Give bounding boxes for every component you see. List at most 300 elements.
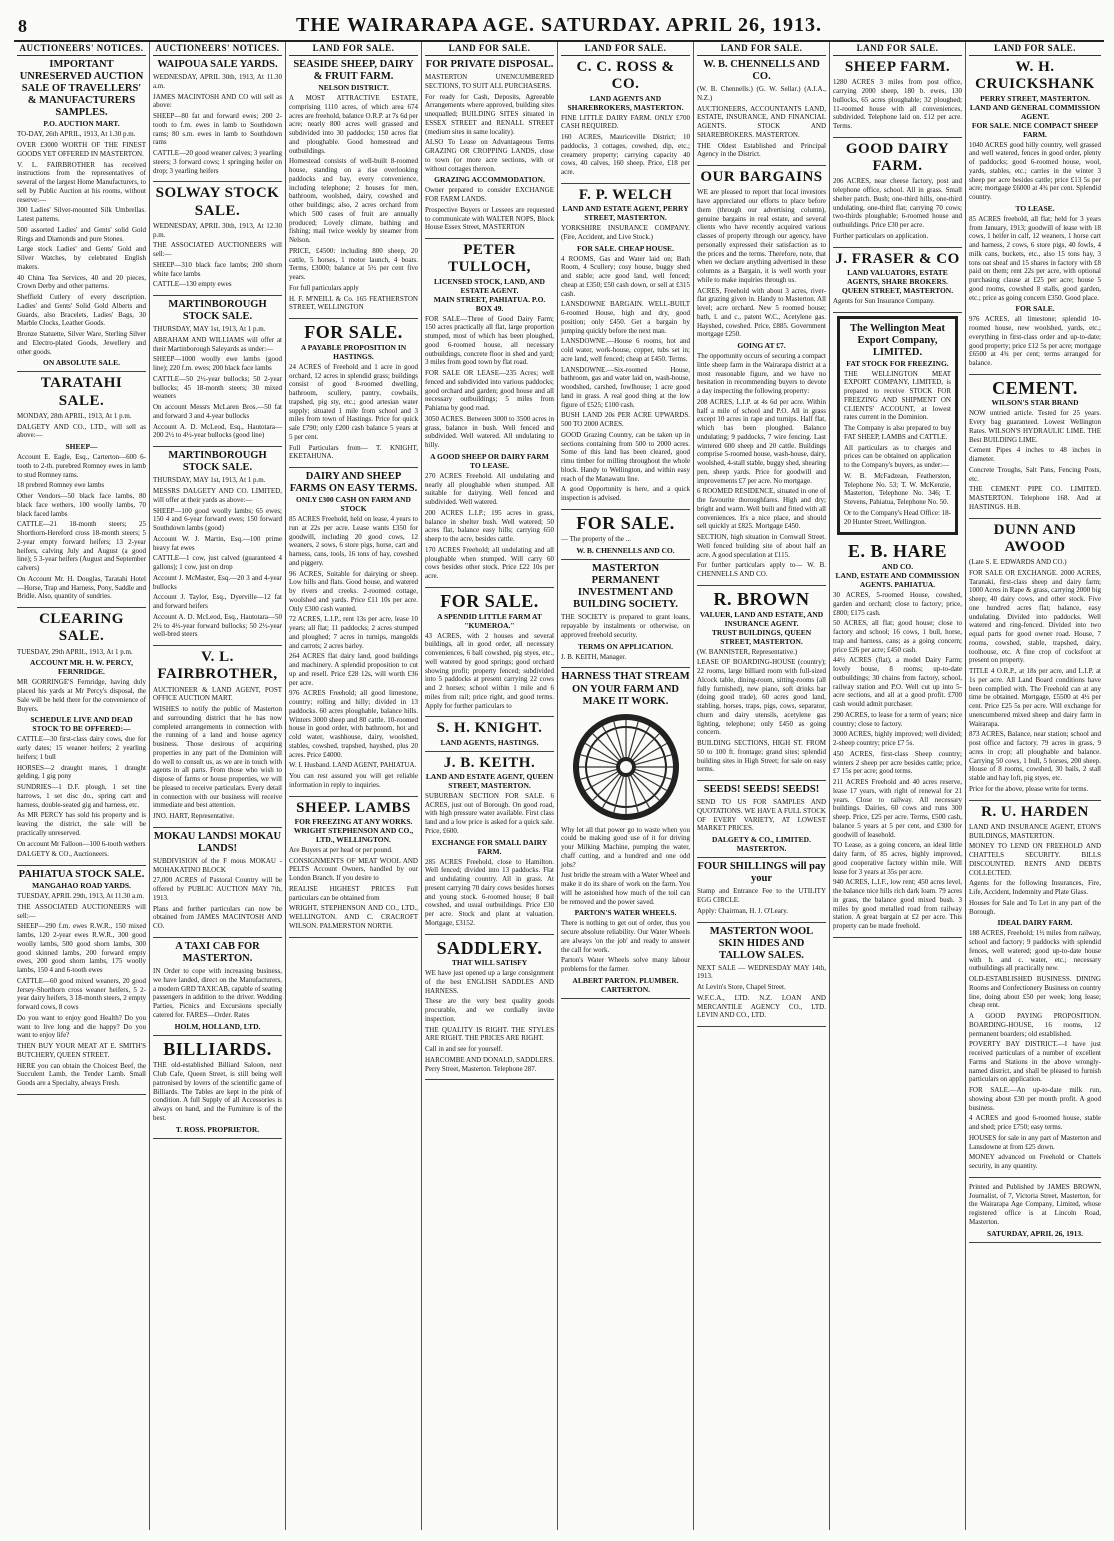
advertisement-text: POVERTY BAY DISTRICT.—I have just received particulars of a number of excellent Farms and Stations in the above wrongly-named district, and shall be pleased to furnish particulars on application. [969, 1040, 1101, 1084]
advertisement-title: SEASIDE SHEEP, DAIRY & FRUIT FARM. [293, 59, 414, 83]
advertisement-text: SUBURBAN SECTION FOR SALE. 6 ACRES, just out of Borough. On good road, with high pressure water available. First class land and a low price is asked for a quick sale. Price, £600. [425, 791, 554, 835]
advertisement-text: A GOOD PAYING PROPOSITION. BOARDING-HOUSE, 16 rooms, 12 permanent boarders; old established. [969, 1012, 1101, 1038]
column-2 [150, 42, 286, 1530]
advertisement-text: Call in and see for yourself. [425, 1045, 503, 1054]
advertisement-title: S. H. KNIGHT. [436, 720, 543, 737]
advertisement-subheading: LAND AND ESTATE AGENT, QUEEN STREET, MASTERTON. [425, 771, 554, 790]
advertisement-text: NEXT SALE — WEDNESDAY MAY 14th, 1913. [697, 963, 826, 981]
newspaper-columns [14, 42, 1104, 1530]
advertisement [289, 56, 418, 319]
advertisement-subheading: ON ABSOLUTE SALE. [43, 358, 120, 368]
advertisement-text: H. F. M'NEILL & Co. 165 FEATHERSTON STREET, WELLINGTON [289, 294, 418, 312]
advertisement-title: F. P. WELCH [578, 186, 673, 203]
advertisement-text: 27,000 ACRES of Pastoral Country will be offered by PUBLIC AUCTION MAY 7th, 1913. [153, 876, 282, 902]
column-4 [422, 42, 558, 1530]
advertisement [833, 538, 962, 937]
advertisement-text: CATTLE—1 cow, just calved (guaranteed 4 gallons); 1 cow, just on drop [153, 554, 282, 572]
advertisement-text: Agents for Sun Insurance Company. [833, 296, 935, 305]
advertisement-text: FOR SALE OR LEASE—235 Acres; well fenced and subdivided into various paddocks; good orchard and garden; good house and all necessary outbuildings; 5 miles from Pahiatua by good road. [425, 369, 554, 413]
advertisement-text: SHEEP—80 fat and forward ewes; 200 2-tooth to f.m. ewes in lamb to Southdown rams; 80 s.m. ewes in lamb to Southdown rams [153, 112, 282, 147]
advertisement-text: For further particulars apply to— W. B. CHENNELLS AND CO. [697, 561, 826, 579]
advertisement-subheading: LAND AND ESTATE AGENT, PERRY STREET, MASTERTON. [562, 204, 689, 222]
advertisement-text: 270 ACRES Freehold. All undulating and nearly all ploughable when stumped. All suitable for dairying. Well fenced and subdivided. Well watered. [425, 471, 554, 507]
advertisement [153, 182, 282, 296]
advertisement-text: WEDNESDAY, APRIL 30th, 1913, At 11.30 a.m. [153, 73, 282, 90]
advertisement-text: At Levin's Store, Chapel Street. [697, 983, 786, 992]
advertisement-subheading: TERMS ON APPLICATION. [577, 641, 674, 651]
advertisement-text: SHEEP—1000 woolly ewe lambs (good line); 220 f.m. ewes; 200 black face lambs [153, 355, 282, 373]
advertisement [837, 316, 958, 536]
advertisement-title: FOR SALE. [576, 512, 675, 533]
advertisement-text: 873 ACRES, Balance, near station; school and post office and factory. 79 acres in grass, 9 acres in crop; all ploughable and balance. Carrying 50 cows, 1 bull, 5 horses, 200 sheep. House of 8 rooms, cowshed, 30 bails, 2 stall stable and hay loft, pig styes, etc. [969, 730, 1101, 783]
advertisement-text: 40 China Tea Services, 40 and 20 pieces, Crown Derby and other patterns. [17, 273, 146, 291]
advertisement-text: Account J. McMaster, Esq.—20 3 and 4-year bullocks [153, 573, 282, 591]
advertisement-text: V. L. FAIRBROTHER has received instructions from the representatives of several of the largest Home Manufacturers, to sell by Public Auction at his rooms, without reserve:— [17, 160, 146, 204]
advertisement-text: J. B. KEITH, Manager. [561, 652, 627, 661]
advertisement-text: (Late S. E. EDWARDS AND CO.) [969, 558, 1067, 567]
advertisement-text: Other Vendors—50 black face lambs, 80 black face wethers, 100 woolly lambs, 70 black faced lambs [17, 492, 146, 518]
advertisement-text: 1040 ACRES good hilly country, well grassed and well watered, fences in good order, plenty of paddocks; good 6-roomed house, wool, yards, stables, etc.; carries in the winter 3 sheep per acre besides cattle; price £13 5s per acre; mortgage £6000 at 4¾ per cent. Splendid country. [969, 140, 1101, 201]
advertisement-subheading: VALUER, LAND AND ESTATE, AND INSURANCE AGENT. [699, 609, 824, 628]
advertisement-text: 290 ACRES, to lease for a term of years; nice country; close to factory. [833, 710, 962, 728]
advertisement-text: 4 ACRES and good 6-roomed house, stable and shed; price £750; easy terms. [969, 1114, 1101, 1132]
advertisement-text: Bronze Statuette, Silver Ware, Sterling Silver and Electro-plated Goods, Jewellery and other goods. [17, 330, 146, 356]
advertisement-text: THE Oldest Established and Principal Agency in the District. [697, 141, 826, 159]
advertisement-text: THURSDAY, MAY 1st, 1913, At 1 p.m. [153, 476, 266, 485]
advertisement-text: On account Mr Falloon—100 6-tooth wethers [17, 839, 146, 848]
advertisement-text: HARCOMBE AND DONALD, SADDLERS. Perry Street, Masterton. Telephone 287. [425, 1055, 554, 1073]
advertisement-text: Apply: Chairman, H. J. O'Leary. [697, 906, 789, 915]
advertisement-text: Prospective Buyers or Lessees are requested to communicate with WALTER NOPS, Block House Essex Street, MASTERTON [425, 205, 554, 232]
advertisement [425, 752, 554, 935]
advertisement-text: FOR SALE.—An up-to-date milk run, showing about £30 per month profit. A good business. [969, 1086, 1101, 1112]
advertisement-subheading: AND CO. [881, 562, 914, 572]
advertisement [153, 938, 282, 1036]
advertisement-title: FOR SALE. [304, 322, 403, 343]
advertisement-text: CATTLE—50 2½-year bullocks; 50 2-year bullocks; 45 18-month steers; 30 mixed weaners [153, 374, 282, 401]
advertisement-title: WAIPOUA SALE YARDS. [157, 59, 278, 70]
column-heading: AUCTIONEERS' NOTICES. [153, 42, 282, 56]
advertisement-text: DALGETY & CO., Auctioneers. [17, 850, 109, 859]
advertisement-text: Plans and further particulars can now be obtained from JAMES MACINTOSH AND CO. [153, 904, 282, 931]
advertisement-title: SHEEP FARM. [844, 59, 951, 75]
advertisement-text: (W. B. Chennells.) (G. W. Sellar.) (A.I.A., N.Z.) [697, 85, 826, 102]
advertisement [561, 510, 690, 560]
advertisement-text: The opportunity occurs of securing a compact little sheep farm in the Wairarapa district at a most reasonable figure, and we have no hesitation in recommending buyers to devote a day inspecting the following property: [697, 352, 826, 396]
advertisement-text: All particulars as to charges and prices can be obtained on application to the Company's buyers, as under:— [844, 443, 951, 470]
advertisement [17, 372, 146, 608]
advertisement-text: BUILDING SECTIONS, HIGH ST. FROM 50 to 100 ft. frontage; grand sites; splendid building sites in High Street; for sale on easy terms. [697, 739, 826, 774]
advertisement-text: THURSDAY, MAY 1st, 1913, At 1 p.m. [153, 325, 266, 334]
advertisement-title: OUR BARGAINS [700, 169, 823, 186]
advertisement-text: 24 ACRES of Freehold and 1 acre in good orchard, 12 acres in splendid grass; buildings consist of good 8-roomed dwelling, bathroom, scullery, pantry, cowbails, trapshed, pig sty, etc.; good artesian water supply; situated 1 mile from school and 3 miles from town of Hastings. Price for quick sale £790; only £200 cash balance 5 years at 5 per cent. [289, 362, 418, 441]
advertisement-title: FOR PRIVATE DISPOSAL. [425, 59, 554, 70]
advertisement-text: 264 ACRES flat dairy land, good buildings and machinery. A splendid proposition to cut up and resell. Price £28 12s, will worth £36 per acre. [289, 652, 418, 687]
advertisement-text: 3000 ACRES, highly improved; well divided; 2-sheep country; price £7 5s. [833, 730, 962, 748]
advertisement [697, 166, 826, 586]
advertisement-text: SEND TO US FOR SAMPLES AND QUOTATIONS. WE HAVE A FULL STOCK OF EVERY VARIETY, AT LOWEST MARKET PRICES. [697, 798, 826, 833]
advertisement-text: THE SOCIETY is prepared to grant loans, repayable by instalments or otherwise, on approved freehold security. [561, 613, 690, 639]
advertisement-text: PRICE, £4500: including 800 sheep, 20 cattle, 5 horses, 1 motor launch, 4 boats. Terms, £3000; balance at 5½ per cent five years. [289, 246, 418, 282]
advertisement-text: Account W. J. Martin, Esq.—100 prime heavy fat ewes [153, 534, 282, 552]
advertisement-text: 3050 ACRES. Between 3000 to 3500 acres in grass, balance in bush. Well fenced and subdivided. Well watered. All undulating to hilly. [425, 414, 554, 450]
advertisement-subheading: PARTON'S WATER WHEELS. [574, 908, 677, 918]
advertisement-text: Concrete Troughs, Salt Pans, Fencing Posts, etc. [969, 465, 1101, 483]
advertisement-text: WE are pleased to report that local investors have appreciated our efforts to place before them (through our advertising column), genuine bargains in real estate, and several clients who have recently acquired various classes of property through our agency, have personally expressed their satisfaction as to the prices and the terms. Therefore, note, that when we declare anything advertised in these columns as a Bargain, it is well worth your while to make inquiries through us. [697, 188, 826, 284]
advertisement [561, 184, 690, 510]
advertisement-text: A good Opportunity is here, and a quick inspection is advised. [561, 485, 690, 502]
advertisement-text: 211 ACRES Freehold and 40 acres reserve, lease 17 years, with right of renewal for 21 years. Close to railway. All necessary buildings. Dairies, 60 cows and runs 300 sheep. Price, £25 per acre. Terms, £500 cash, balance 5 years at 5 per cent, and £300 for goodwill of leasehold. [833, 778, 962, 839]
advertisement-text: THE old-established Billiard Saloon, next Club Cafe, Queen Street, is still being well patronised by lovers of the scientific game of Billiards. The Tables are kept in the pink of condition. A full Supply of all Accessories is always on hand, and the Furniture is of the best. [153, 1061, 282, 1122]
advertisement-text: — The property of the ... [561, 535, 631, 544]
advertisement-subheading: QUEEN STREET, MASTERTON. [841, 285, 954, 295]
advertisement-subheading: A GOOD SHEEP OR DAIRY FARM TO LEASE. [430, 451, 549, 470]
advertisement-text: HORSES—2 draught mares, 1 draught gelding, 1 gig pony [17, 763, 146, 781]
column-1 [14, 42, 150, 1530]
advertisement-text: SUNDRIES—1 D.F. plough, 1 set tine harrows, 1 set disc do., spring cart and harness, double-seated gig and harness, etc. [17, 783, 146, 809]
advertisement-text: 6 ROOMED RESIDENCE, situated in one of the favourite thoroughfares. High and dry; bright and warm. Well built and fitted with all conveniences. It's a nice place, and should sell quickly at £825. Mortgage £450. [697, 487, 826, 531]
advertisement-text: 450 ACRES, first-class Sheep country; winters 2 sheep per acre besides cattle; price, £7 15s per acre; good terms. [833, 749, 962, 776]
advertisement-text: HOUSES for sale in any part of Masterton and Lansdowne at from £25 down. [969, 1133, 1101, 1151]
advertisement-title: PETER TULLOCH, [448, 242, 531, 276]
advertisement-text: SHEEP—100 good woolly lambs; 65 ewes; 150 4 and 6-year forward ewes; 150 forward Southdown lambs (good) [153, 506, 282, 533]
advertisement-text: 940 ACRES, L.I.F., low rent; 450 acres level, the balance nice hills rich dark loam. 79 acres in grass, the balance good mixed bush. 3 miles by good metalled road from railway station. A great bargain at £2 per acre. This property can be made freehold. [833, 878, 962, 931]
advertisement-text: 18 prebred Romney ewe lambs [17, 481, 105, 490]
newspaper-title: THE WAIRARAPA AGE. SATURDAY. APRIL 26, 1913. [296, 14, 822, 36]
advertisement-text: TO Lease, as a going concern, an ideal little dairy farm, of 85 acres, highly improved, good cooperative factory within mile. Will lease for 3 years at 35s per acre. [833, 841, 962, 876]
advertisement-text: 500 assorted Ladies' and Gents' solid Gold Rings and Diamonds and pure Stones. [17, 225, 146, 243]
advertisement-text: FINE LITTLE DAIRY FARM. ONLY £700 CASH REQUIRED. [561, 113, 690, 131]
advertisement-text: 85 ACRES freehold, all flat; held for 3 years from January, 1913; goodwill of lease with 18 cows, 1 heifer in calf, 12 weaners, 1 horse cart and harness, 2 cows, 6 store pigs, 40 fowls, 4 milk cans, buckets, etc., also 15 tons hay, 3 tons oat sheaf and 15 shares in factory with £8 paid on them; rent 22s per acre, with optional purchasing clause at £25 per acre; house 5 good rooms, cowshed 8 stalls, good garden, etc.; price as going concern £350. Good place. [969, 214, 1101, 302]
advertisement [17, 56, 146, 372]
advertisement [697, 56, 826, 166]
advertisement-text: TUESDAY, 29th APRIL, 1913, At 1 p.m. [17, 647, 133, 656]
advertisement-text: BUSH LAND 20s PER ACRE UPWARDS. 500 TO 2000 ACRES. [561, 411, 690, 428]
advertisement-text: 50 ACRES, all flat; good house; close to factory and school; 16 cows, 1 bull, horse, trap and harness, cans; as a going concern; price £26 per acre; £450 cash. [833, 619, 962, 654]
advertisement-text: LANSDOWNE BARGAIN. WELL-BUILT 6-roomed House, high and dry, good position; only £450. Get a bargain by jumping quickly before the next man. [561, 300, 690, 335]
advertisement [289, 468, 418, 797]
advertisement-text: 30 ACRES, 5-roomed House, cowshed, garden and orchard; close to factory; price, £800; £175 cash. [833, 591, 962, 617]
advertisement-text: MESSRS DALGETY AND CO. LIMITED, will offer at their yards as above:— [153, 487, 282, 504]
masthead [14, 14, 1104, 42]
advertisement-title: MARTINBOROUGH STOCK SALE. [168, 299, 267, 323]
advertisement-subheading: WRIGHT STEPHENSON AND CO., LTD., WELLINGTON. [293, 825, 414, 844]
advertisement-text: Or to the Company's Head Office: 18-20 Hunter Street, Wellington. [844, 508, 951, 526]
advertisement-subheading: PERRY STREET, MASTERTON. [980, 93, 1090, 103]
advertisement [969, 56, 1101, 375]
advertisement [425, 239, 554, 588]
column-8 [966, 42, 1104, 1530]
advertisement-text: 72 ACRES, L.I.P., rent 13s per acre, lease 10 years; all flat; 11 paddocks; 2 acres stumped and ploughed; 7 acres in turnips, mangolds and carrots; 2 acres barley. [289, 615, 418, 650]
advertisement-title: W. H. CRUICKSHANK [975, 59, 1095, 93]
advertisement-text: Homestead consists of well-built 8-roomed house, standing on a rise overlooking paddocks and bay, every convenience, including telephone; 2 houses for men, bathroom, woolshed, dairy, cowshed and other buildings; also, 2 acres orchard from which 500 cases of fruit are annually produced; Lovely climate, bathing and fishing; mail twice weekly by steamer from Nelson. [289, 157, 418, 245]
advertisement [17, 608, 146, 866]
advertisement-subheading: TO LEASE. [1015, 203, 1055, 213]
advertisement [833, 248, 962, 313]
advertisement-text: Account A. D. McLeod, Esq., Hautotara—50 2½ to 4½-year forward bullocks; 50 2½-year well-bred steers [153, 612, 282, 639]
advertisement-subheading: LICENSED STOCK, LAND, AND ESTATE AGENT. [434, 276, 545, 295]
advertisement-text: FOR SALE OR EXCHANGE. 2000 ACRES, Taranaki, first-class sheep and dairy farm; 1000 Acres in Rape & grass, carrying 2000 big sheep; 40 dairy cows, and other stock. Five one hundred acres flat; balance, easy undulating. Divided into paddocks. Well watered and ring-fenced. Divided into two equal parts for good owner road. House, 7 rooms, cowshed, stable, trapshed, dairy, toolhouse, etc. A fine crop of cocksfoot at present on property. [969, 568, 1101, 665]
advertisement-subheading: T. ROSS. PROPRIETOR. [175, 1124, 260, 1134]
advertisement-subheading: W. B. CHENNELLS AND CO. [576, 546, 675, 556]
advertisement [697, 923, 826, 1028]
advertisement-title: A TAXI CAB FOR MASTERTON. [175, 940, 260, 964]
column-heading: LAND FOR SALE. [697, 42, 826, 56]
advertisement-subheading: SCHEDULE LIVE AND DEAD STOCK TO BE OFFERED:— [30, 715, 133, 734]
advertisement-subheading: SHEEP— [65, 442, 98, 452]
advertisement-text: HERE you can obtain the Choicest Beef, the Succulent Lamb, the Tender Lamb. Small Goods are a Specialty, always Fresh. [17, 1061, 146, 1088]
advertisement-title: MASTERTON WOOL SKIN HIDES AND TALLOW SALES. [709, 925, 814, 961]
advertisement-text: Parton's Water Wheels solve many labour problems for the farmer. [561, 956, 690, 974]
advertisement [153, 646, 282, 828]
advertisement-text: AUCTIONEERS, ACCOUNTANTS LAND, ESTATE, INSURANCE, AND FINANCIAL AGENTS. STOCK AND SHAREBROKERS. MASTERTON. [697, 104, 826, 139]
advertisement-text: Why let all that power go to waste when you could be making good use of it for driving your Milking Machine, pumping the water, chaff cutting, and a hundred and one odd jobs? [561, 825, 690, 869]
advertisement-text: 44½ ACRES (flat), a model Dairy Farm; lovely house, 8 rooms; up-to-date outbuildings; 30 chains from factory, school, railway station and P.O. Well cut up into 5-acre sections, and all at a good profit. £700 cash would admit purchaser. [833, 656, 962, 709]
advertisement-subheading: FOR SALE. NICE COMPACT SHEEP FARM. [971, 120, 1099, 139]
advertisement-text: Large stock Ladies' and Gents' Gold and Silver Watches, by celebrated English makers. [17, 245, 146, 271]
advertisement-title: SEEDS! SEEDS! SEEDS! [703, 784, 820, 796]
advertisement-title: The Wellington Meat Export Company, LIMITED. [850, 322, 945, 358]
advertisement-text: For full particulars apply [289, 283, 359, 292]
advertisement-subheading: ALBERT PARTON. PLUMBER. CARTERTON. [572, 975, 679, 994]
advertisement-text: ACRES, Freehold with about 3 acres, river-flat grazing given in. Handy to Masterton. All level; acre orchard. New 5 roomed house; bath, l. and c., patent W.C., Acetylene gas. Hayshed, cowshed. Price, £885. Government mortgage £250. [697, 286, 826, 339]
advertisement-text: W. B. McFadzean, Featherston, Telephone No. 53; T. W. McKenzie, Masterton, Telephone No. 346; T. Stevens, Pahiatua, Telephone No. 50. [844, 471, 951, 507]
advertisement [425, 717, 554, 751]
advertisement [289, 319, 418, 468]
advertisement-subheading: ONLY £300 CASH ON FARM AND STOCK [296, 495, 411, 514]
advertisement-text: LEASE OF BOARDING-HOUSE (country); 22 rooms, large billiard room with full-sized Alcock table, dining-room, sitting-rooms (all fully furnished), new piano, soft drinks bar (doing good trade), 60 acres good land, stabling, horses, traps, pigs, cows, separator, churn and dairy utensils, acetylene gas lighting, telephone; only £450 as going concern. [697, 658, 826, 737]
advertisement-text: THEN BUY YOUR MEAT AT E. SMITH'S BUTCHERY, QUEEN STREET. [17, 1042, 146, 1059]
advertisement-title: E. B. HARE [847, 541, 948, 562]
advertisement-text: REALISE HIGHEST PRICES Full particulars can be obtained from [289, 884, 418, 902]
advertisement-title: CLEARING SALE. [39, 611, 124, 645]
column-3 [286, 42, 422, 1530]
advertisement-text: W. I. Husband. LAND AGENT, PAHIATUA. [289, 761, 417, 770]
advertisement-text: 96 ACRES, Suitable for dairying or sheep. Low hills and flats. Good house, and watered by rivers and creeks. 2-roomed cottage, woolshed and yards. Price £11 10s per acre. Only £300 cash wanted. [289, 569, 418, 613]
advertisement [697, 781, 826, 858]
advertisement-subheading: ACCOUNT MR. H. W. PERCY, FERNRIDGE. [30, 658, 133, 677]
advertisement-text: CATTLE—21 18-month steers; 25 Shorthorn-Hereford cross 18-month steers; 5 2-year empty forward heifers; 13 2-year heifers, calving July and August (a good line); 5 3-year heifers (August and September calvers) [17, 520, 146, 573]
advertisement-text: TUESDAY, APRIL 29th, 1913, At 11.30 a.m. [17, 892, 145, 901]
advertisement-text: 285 ACRES Freehold, close to Hamilton. Well fenced; divided into 13 paddocks. Flat and undulating country. All in grass. At present carrying 70 dairy cows besides horses and young stock. 6-roomed house; 8 bail cowshed, and usual outbuildings. Price £30 per acre. Stock and plant at valuation. Mortgage, £3152. [425, 857, 554, 927]
advertisement-text: Account J. Taylor, Esq., Dyerville—12 fat and forward heifers [153, 593, 282, 611]
advertisement [969, 1178, 1101, 1243]
advertisement-subheading: LAND AGENTS, HASTINGS. [440, 737, 539, 747]
advertisement-title: FOR SALE. [440, 590, 539, 611]
advertisement-text: 160 ACRES, Mauriceville District; 10 paddocks, 3 cottages, cowshed, dip, etc.; creamery property; carrying capacity 40 cows, 40 calves, 160 sheep. Price, £18 per acre. [561, 133, 690, 176]
advertisement-text: 43 ACRES, with 2 houses and several buildings, all in good order, all necessary conveniences, 6 ball cowshed, pig styes, etc., well watered by good springs; good orchard showing profit; property fenced; subdivided into 5 paddocks at present carrying 22 cows and 2 horses; school within 1 mile and 6 miles from rail; price right, and good terms. Apply for further particulars to [425, 631, 554, 710]
advertisement-text: Printed and Published by JAMES BROWN, Journalist, of 7, Victoria Street, Masterton, for the Wairarapa Age Company, Limited, whose registered office is at Lincoln Road, Masterton. [969, 1182, 1101, 1226]
advertisement-text: MONEY TO LEND ON FREEHOLD AND CHATTELS SECURITY. BILLS DISCOUNTED. RENTS AND DEBTS COLLECTED. [969, 842, 1101, 877]
advertisement-text: There is nothing to get out of order, thus you secure absolute reliability. Our Water Wheels are always 'on the job' and ready to answer the call for work. [561, 919, 690, 954]
advertisement-text: SHEEP—310 black face lambs; 200 shorn white face lambs [153, 260, 282, 278]
advertisement-subheading: LAND, ESTATE AND COMMISSION AGENTS. PAHIATUA. [835, 571, 960, 590]
page-number: 8 [18, 16, 27, 36]
advertisement-subheading: LAND VALUATORS, ESTATE AGENTS, SHARE BROKERS. [847, 267, 948, 286]
advertisement-text: These are the very best quality goods procurable, and we cordially invite inspection. [425, 997, 554, 1023]
advertisement-text: YORKSHIRE INSURANCE COMPANY. (Fire, Accident, and Live Stock.) [561, 224, 690, 241]
advertisement-text: 188 ACRES, Freehold; 1½ miles from railway, school and factory; 9 paddocks with splendid fences, well watered; good up-to-date house with h. and c. water, etc.; necessary outbuildings all practically new. [969, 929, 1101, 973]
advertisement-text: Stamp and Entrance Fee to the UTILITY EGG CIRCLE. [697, 887, 826, 904]
column-heading: LAND FOR SALE. [425, 42, 554, 56]
advertisement-text: Are Buyers at per head or per pound. [289, 845, 393, 854]
advertisement-subheading: LAND AGENTS AND SHAREBROKERS, MASTERTON. [567, 93, 684, 112]
advertisement-text: FOR SALE—Three of Good Dairy Farm; 150 acres practically all flat, large proportion stumped, most of which has been ploughed, good 6-roomed house, all necessary outbuildings, concrete floor in shed and yard; 3 miles from good town by flat road. [425, 314, 554, 367]
advertisement-subheading: FOR SALE. CHEAP HOUSE. [577, 243, 674, 253]
advertisement-text: 85 ACRES Freehold, held on lease, 4 years to run at 22s per acre. Lease wants £350 for goodwill, including 20 good cows, 12 weaners, 2 sows, 6 store pigs, horse, cart and harness, cans, tools, 16 tons of hay, cowshed and piggery. [289, 515, 418, 567]
advertisement [697, 586, 826, 781]
advertisement [561, 668, 690, 998]
advertisement-title: SOLWAY STOCK SALE. [155, 185, 280, 219]
advertisement-text: Just bridle the stream with a Water Wheel and make it do its share of work on the farm. You will be astonished how much of the toil can be removed and the power saved. [561, 871, 690, 906]
advertisement [833, 138, 962, 248]
advertisement-subheading: SATURDAY, APRIL 26, 1913. [987, 1228, 1083, 1238]
advertisement-text: Sheffield Cutlery of every description. Ladies' and Gents' Solid Gold Alberts and Guards, also Bracelets, Ladies' Bags, 30 Marble Clocks, Leather Goods. [17, 293, 146, 328]
advertisement-text: 1280 ACRES 3 miles from post office, carrying 2000 sheep, 180 b. ewes, 130 bullocks, 65 acres ploughable; 32 ploughed; 11-roomed house with all conveniences, subdivided. Telephone laid on. £12 per acre. Terms. [833, 78, 962, 130]
advertisement-title: R. U. HARDEN [981, 803, 1089, 820]
advertisement-text: OVER £3000 WORTH OF THE FINEST GOODS YET OFFERED IN MASTERTON. [17, 141, 146, 158]
advertisement-subheading: MANGAHAO ROAD YARDS. [32, 881, 131, 891]
advertisement-text: THE QUALITY IS RIGHT. THE STYLES ARE RIGHT. THE PRICES ARE RIGHT. [425, 1025, 554, 1043]
advertisement [425, 56, 554, 239]
advertisement-text: A MOST ATTRACTIVE ESTATE, comprising 1110 acres, of which area 674 acres are freehold, balance O.R.P. at 7s 6d per acre; nearly 800 acres well grassed and subdivided into 30 paddocks; 150 acres flat and ploughable. Good homestead and outbuildings. [289, 94, 418, 155]
advertisement-subheading: TRUST BUILDINGS, QUEEN STREET, MASTERTON. [711, 627, 812, 646]
advertisement-title: HARNESS THAT STREAM ON YOUR FARM AND MAKE IT WORK. [561, 671, 690, 707]
advertisement-title: SHEEP. LAMBS [296, 799, 411, 816]
advertisement-subheading: WILSON'S STAR BRAND [991, 398, 1079, 408]
advertisement-text: CONSIGNMENTS OF MEAT WOOL AND PELTS Account Owners, handled by our London Branch. If you desire to [289, 856, 418, 883]
advertisement-title: SADDLERY. [436, 937, 543, 958]
advertisement-title: C. C. ROSS & CO. [576, 59, 675, 93]
advertisement-title: PAHIATUA STOCK SALE. [18, 869, 145, 881]
advertisement-text: THE ASSOCIATED AUCTIONEERS will sell:— [153, 241, 282, 259]
advertisement-text: MONEY advanced on Freehold or Chattels security, in any quantity. [969, 1153, 1101, 1171]
advertisement-text: WEDNESDAY, APRIL 30th, 1913, At 12.30 p.m. [153, 221, 282, 239]
advertisement-text: LAND AND INSURANCE AGENT, ETON'S BUILDINGS, MASTERTON. [969, 822, 1101, 840]
advertisement [833, 56, 962, 138]
advertisement-text: LANSDOWNE.—Six-roomed House, bathroom, gas and water laid on, wash-house, woodshed, carshed, fowlhouse; 1 acre good land in grass. A real good thing at the low figure of £525; £100 cash. [561, 365, 690, 409]
advertisement-text: Account A. D. McLeod, Esq., Hautotara—200 2½ to 4½-year bullocks (good line) [153, 422, 282, 440]
advertisement-text: WISHES to notify the public of Masterton and surrounding district that he has now completed arrangements in connection with the running of a land and house agency business. Those desirous of acquiring properties in any part of the Dominion will do well to consult us, as we are in touch with agents in all parts. From those who wish to dispose of farms or house properties, we will be pleased to receive particulars. Every detail in connection with our business will receive immediate and best attention. [153, 705, 282, 810]
water-wheel-illustration [571, 712, 681, 822]
advertisement [153, 828, 282, 938]
advertisement-text: 976 ACRES, all limestone; splendid 10-roomed house, new woolshed, yards, etc.; everything in first-class order and up-to-date; good property; price £12 5s per acre; mortgage £6500 at 4¾ per cent; terms arranged for balance. [969, 315, 1101, 367]
advertisement-subheading: GOING AT £7. [737, 341, 786, 351]
advertisement-title: CEMENT. [992, 377, 1078, 398]
advertisement-title: IMPORTANT UNRESERVED AUCTION SALE OF TRAVELLERS' & MANUFACTURERS SAMPLES. [19, 59, 144, 119]
advertisement-text: ALSO To Lease on Advantageous Terms GRAZING OR CROPPING LANDS, close to town (or more acre sections, with or without cottages thereon. [425, 138, 554, 173]
advertisement-text: Price for the above, please write for terms. [969, 784, 1089, 793]
column-7 [830, 42, 966, 1530]
advertisement [425, 588, 554, 717]
advertisement-text: 4 ROOMS, Gas and Water laid on; Bath Room, 4 Scullery; cosy house, buggy shed and stable; acre good land, well fenced; cheap at £350; £50 cash down, or sell at £315 cash. [561, 254, 690, 298]
advertisement-text: WRIGHT, STEPHENSON AND CO., LTD., WELLINGTON. AND C. CRACROFT WILSON. PALMERSTON NORTH. [289, 904, 418, 930]
advertisement-text: (W. BANNISTER, Representative.) [697, 647, 798, 656]
advertisement-text: You can rest assured you will get reliable information in reply to inquiries. [289, 772, 418, 789]
advertisement-text: CATTLE—30 first-class dairy cows, due for early dates; 15 weaner heifers; 2 yearling heifers; 1 bull [17, 735, 146, 761]
advertisement-text: Agents for the following Insurances, Fire, Life, Accident, Indemnity and Plate Glass. [969, 879, 1101, 897]
advertisement-subheading: IDEAL DAIRY FARM. [997, 918, 1073, 928]
advertisement-text: Full Particulars from— T. KNIGHT, EKETAHUNA. [289, 443, 418, 461]
advertisement-title: TARATAHI SALE. [40, 375, 123, 409]
column-heading: AUCTIONEERS' NOTICES. [17, 42, 146, 56]
advertisement-text: IN Order to cope with increasing business, we have landed, direct on the Manufacturers, a modern GRD TAXICAB, capable of seating passengers in addition to the driver. Wedding Parties, Picnics and Excursions specially catered for. FARES—Order. Rates [153, 967, 282, 1019]
advertisement-title: MASTERTON PERMANENT INVESTMENT AND BUILDING SOCIETY. [573, 563, 678, 611]
advertisement-title: DAIRY AND SHEEP FARMS ON EASY TERMS. [289, 471, 418, 495]
advertisement-title: V. L. FAIRBROTHER, [157, 649, 278, 683]
advertisement-text: Further particulars on application. [833, 231, 929, 240]
advertisement-subheading: P.O. AUCTION MART. [43, 119, 120, 129]
advertisement-text: CATTLE—60 good mixed weaners, 20 good Jersey-Shorthorn cross weaner heifers, 5 2-year dairy heifers, 3 18-month steers, 2 empty forward cows, 8 cows [17, 976, 146, 1012]
advertisement [969, 801, 1101, 1178]
advertisement-subheading: A PAYABLE PROPOSITION IN HASTINGS. [300, 342, 407, 361]
advertisement [153, 56, 282, 182]
advertisement [17, 866, 146, 1095]
advertisement [561, 560, 690, 668]
advertisement [289, 797, 418, 938]
advertisement-subheading: FOR SALE. [1015, 304, 1055, 314]
advertisement-text: DALGETY AND CO., LTD., will sell as above:— [17, 422, 146, 440]
advertisement-title: DUNN AND AWOOD [993, 521, 1077, 555]
advertisement-text: NOW untried article. Tested for 25 years. Every bag guaranteed. Lowest Wellington Rates. WILSON'S HYDRAULIC LIME. THE Best BUILDING LIME. [969, 409, 1101, 444]
advertisement-subheading: MAIN STREET, PAHIATUA. P.O. BOX 49. [433, 294, 546, 313]
advertisement-text: 170 ACRES Freehold; all undulating and all ploughable when stumped. Will carry 60 cows besides other stock. Price £22 10s per acre. [425, 545, 554, 581]
advertisement-subheading: DALGETY & CO., LIMITED. MASTERTON. [712, 835, 811, 854]
advertisement-title: J. B. KEITH. [443, 754, 536, 771]
advertisement-subheading: EXCHANGE FOR SMALL DAIRY FARM. [431, 837, 548, 856]
column-heading: LAND FOR SALE. [561, 42, 690, 56]
column-heading: LAND FOR SALE. [833, 42, 962, 56]
advertisement [969, 375, 1101, 519]
advertisement [969, 519, 1101, 801]
advertisement-text: 976 ACRES Freehold; all good limestone, country; rolling and hilly; divided in 13 paddocks. 60 acres ploughable, balance hills. Winters 3000 sheep and 80 cattle. 10-roomed house in good order, with bathroom, hot and cold water, washhouse, dairy, woolshed, stables, cowshed, trapshed, hayshed, plus 20 acres. Price £4000. [289, 689, 418, 759]
advertisement-text: 206 ACRES, near cheese factory, post and telephone office, school. All in grass. Small shelter patch. Bush; one-third hills, one-third undulating, one-third flat; carrying 70 cows; two-thirds ploughable; 6-roomed house and outbuildings. Price £30 per acre. [833, 177, 962, 229]
advertisement-text: As MR PERCY has sold his property and is leaving the district, the sale will be practically unreserved. [17, 811, 146, 837]
advertisement-text: On Account Mr. H. Douglas, Taratahi Hotel—Horse, Trap and Harness, Pony, Saddle and Bridle. Also, quantity of sundries. [17, 574, 146, 601]
column-heading: LAND FOR SALE. [969, 42, 1101, 56]
advertisement-text: MONDAY, 28th APRIL, 1913, At 1 p.m. [17, 411, 132, 420]
advertisement-subheading: NELSON DISTRICT. [318, 83, 389, 93]
advertisement-text: CATTLE—130 empty ewes [153, 280, 232, 289]
advertisement-text: THE WELLINGTON MEAT EXPORT COMPANY, LIMITED, is prepared to receive STOCK FOR FREEZING AND SHIPMENT ON CLIENTS' ACCOUNT, at lowest rates current in the Dominion. [844, 369, 951, 422]
advertisement-text: 208 ACRES, L.I.P. at 4s 6d per acre. Within half a mile of school and P.O. All in grass except 10 acres in rape and turnips. Half flat, which has been ploughed. Balance undulating; 9 paddocks, 7 wire fencing. Last wintered 600 sheep and 20 cattle. Buildings comprise 5-roomed house, wash-house, dairy, woolshed, 4-stall stable, buggy shed, shearing pen, sheep yards. Price for goodwill and improvements £7 per acre. No mortgage. [697, 397, 826, 485]
advertisement-text: SHEEP—290 f.m. ewes R.W.R., 150 mixed lambs, 120 2-year ewes R.W.R., 300 good woolly lambs, 500 good shorn lambs, 300 good skinned lambs, 200 forward empty ewes, 200 good shorn lambs, 175 woolly lambs, 150 4 and 6-tooth ewes [17, 922, 146, 975]
advertisement-subheading: A SPENDID LITTLE FARM AT "KUMEROA." [437, 611, 542, 630]
advertisement-text: W.F.C.A., LTD. N.Z. LOAN AND MERCANTILE AGENCY CO., LTD. LEVIN AND CO., LTD. [697, 993, 826, 1020]
column-5 [558, 42, 694, 1530]
advertisement-text: LANSDOWNE.—House 6 rooms, hot and cold water, work-house, copper, tubs set in; acre land, well fenced; cheap at £450. Terms. [561, 337, 690, 363]
advertisement-text: On account Messrs McLaren Bros.—50 fat and forward 3 and 4-year bullocks [153, 403, 282, 420]
advertisement-text: Account E. Eagle, Esq., Carterton—600 6-tooth to 2-th. purebred Romney ewes in lamb to stud Romney rams. [17, 453, 146, 479]
advertisement-text: Do you want to enjoy good Health? Do you want to live long and die happy? Do you want to enjoy life? [17, 1013, 146, 1040]
advertisement-text: 200 ACRES L.I.P.; 195 acres in grass, balance in shelter bush. Well watered; 50 acres flat, balance easy hills; carrying 650 sheep to the acre, besides cattle. [425, 508, 554, 544]
advertisement [153, 1036, 282, 1139]
advertisement-text: AUCTIONEER & LAND AGENT, POST OFFICE AUCTION MART. [153, 685, 282, 703]
advertisement-text: ABRAHAM AND WILLIAMS will offer at their Martinborough Saleyards as under:— [153, 335, 282, 353]
column-heading: LAND FOR SALE. [289, 42, 418, 56]
advertisement-title: MOKAU LANDS! MOKAU LANDS! [153, 830, 282, 854]
advertisement-text: MR GORRINGE'S Fernridge, having duly placed his yards at Mr Percy's disposal, the Sale will be held there for the convenience of Buyers. [17, 678, 146, 713]
advertisement-title: J. FRASER & CO [835, 250, 960, 267]
advertisement [153, 296, 282, 447]
advertisement-title: GOOD DAIRY FARM. [845, 140, 950, 174]
advertisement-subheading: GRAZING ACCOMMODATION. [434, 175, 545, 185]
advertisement-text: TITLE 4 O.R.P., at 18s per acre, and L.I.P. at 1s per acre. All Land Board conditions have been complied with. The Freehold can at any time be obtained. Mortgage, £5500 at 4½ per cent. Price £25 5s per acre. Will exchange for unencumbered mixed sheep and dairy farm in Wairarapa. [969, 667, 1101, 728]
advertisement-text: 300 Ladies' Silver-mounted Silk Umbrellas. Latest patterns. [17, 206, 146, 224]
advertisement-text: CATTLE—20 good weaner calves; 3 yearling steers; 3 forward cows; 1 springing heifer on drop; 3 yearling heifers [153, 149, 282, 175]
advertisement-title: MARTINBOROUGH STOCK SALE. [168, 450, 267, 474]
advertisement-subheading: FAT STOCK FOR FREEZING. [846, 358, 949, 368]
